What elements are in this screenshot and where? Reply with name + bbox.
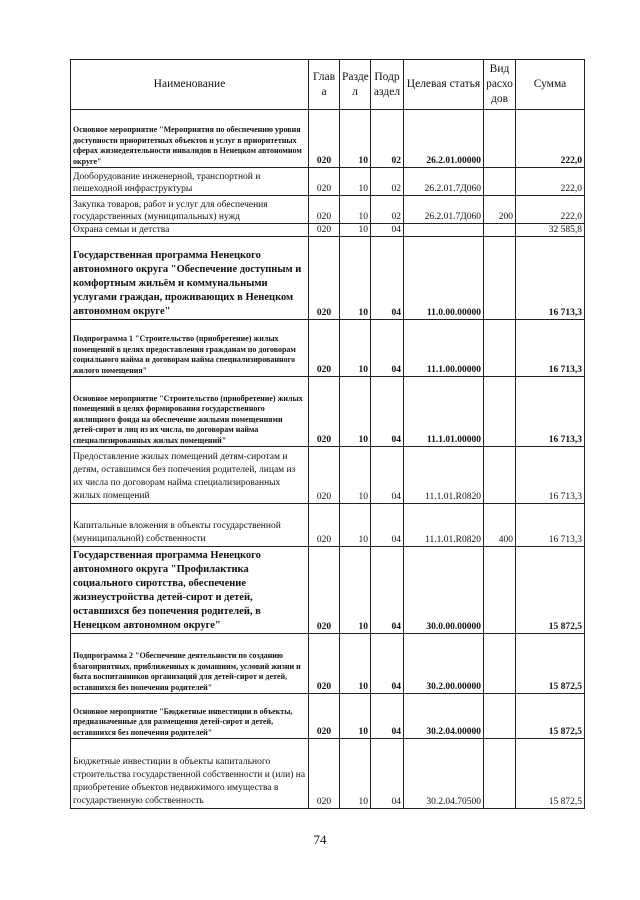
table-header-row <box>71 60 585 110</box>
table-row <box>71 634 585 694</box>
row-target-article: 26.2.01.7Д060 <box>404 196 484 224</box>
row-glava: 020 <box>309 196 340 224</box>
row-expense-type <box>484 547 516 634</box>
row-podrazdel: 04 <box>371 447 404 504</box>
row-sum: 15 872,5 <box>516 547 585 634</box>
row-razdel: 10 <box>340 320 371 377</box>
row-target-article: 11.1.01.R0820 <box>404 504 484 547</box>
row-podrazdel: 04 <box>371 694 404 739</box>
table-row <box>71 504 585 547</box>
row-razdel: 10 <box>340 237 371 320</box>
row-podrazdel: 04 <box>371 224 404 237</box>
row-expense-type <box>484 237 516 320</box>
row-sum: 222,0 <box>516 168 585 196</box>
row-sum: 15 872,5 <box>516 634 585 694</box>
row-glava: 020 <box>309 447 340 504</box>
row-expense-type <box>484 739 516 809</box>
row-name: Охрана семьи и детства <box>71 224 309 237</box>
header-name: Наименование <box>71 60 309 110</box>
row-glava: 020 <box>309 320 340 377</box>
row-glava: 020 <box>309 237 340 320</box>
row-podrazdel: 04 <box>371 377 404 447</box>
table-row <box>71 224 585 237</box>
row-podrazdel: 04 <box>371 547 404 634</box>
row-expense-type <box>484 694 516 739</box>
table-row <box>71 168 585 196</box>
row-podrazdel: 04 <box>371 237 404 320</box>
row-glava: 020 <box>309 694 340 739</box>
row-razdel: 10 <box>340 224 371 237</box>
row-name: Подпрограмма 1 "Строительство (приобретение) жилых помещений в целях предоставления гражданам по договорам социального найма и договорам найма специализированного жилого помещения" <box>71 320 309 377</box>
row-podrazdel: 02 <box>371 196 404 224</box>
row-podrazdel: 04 <box>371 634 404 694</box>
row-razdel: 10 <box>340 377 371 447</box>
row-target-article: 30.0.00.00000 <box>404 547 484 634</box>
row-razdel: 10 <box>340 110 371 168</box>
row-name: Бюджетные инвестиции в объекты капитального строительства государственной собственности и (или) на приобретение объектов недвижимого имущества в государственную собственность <box>71 739 309 809</box>
row-podrazdel: 04 <box>371 739 404 809</box>
budget-table <box>70 59 585 809</box>
row-expense-type <box>484 377 516 447</box>
table-row <box>71 196 585 224</box>
row-razdel: 10 <box>340 196 371 224</box>
row-expense-type: 200 <box>484 196 516 224</box>
row-glava: 020 <box>309 504 340 547</box>
table-row <box>71 739 585 809</box>
row-razdel: 10 <box>340 168 371 196</box>
page-number: 74 <box>313 832 327 847</box>
row-target-article: 11.1.01.00000 <box>404 377 484 447</box>
table-row <box>71 110 585 168</box>
row-name: Основное мероприятие "Мероприятия по обеспечению уровня доступности приоритетных объектов и услуг в приоритетных сферах жизнедеятельности инвалидов в Ненецком автономном округе" <box>71 110 309 168</box>
row-glava: 020 <box>309 110 340 168</box>
row-name: Дооборудование инженерной, транспортной и пешеходной инфраструктуры <box>71 168 309 196</box>
row-target-article: 30.2.04.70500 <box>404 739 484 809</box>
header-expense-type: Вид расхо дов <box>484 60 516 110</box>
row-expense-type <box>484 447 516 504</box>
row-glava: 020 <box>309 168 340 196</box>
row-sum: 16 713,3 <box>516 504 585 547</box>
row-name: Закупка товаров, работ и услуг для обеспечения государственных (муниципальных) нужд <box>71 196 309 224</box>
row-glava: 020 <box>309 739 340 809</box>
row-expense-type <box>484 320 516 377</box>
row-razdel: 10 <box>340 504 371 547</box>
row-sum: 16 713,3 <box>516 320 585 377</box>
row-podrazdel: 04 <box>371 320 404 377</box>
row-podrazdel: 02 <box>371 168 404 196</box>
row-name: Государственная программа Ненецкого автономного округа "Профилактика социального сиротства, обеспечение жизнеустройства детей-сирот и детей, оставшихся без попечения родителей, в Ненецком автономном округе" <box>71 547 309 634</box>
row-glava: 020 <box>309 377 340 447</box>
row-sum: 16 713,3 <box>516 377 585 447</box>
header-sum: Сумма <box>516 60 585 110</box>
row-name: Капитальные вложения в объекты государственной (муниципальной) собственности <box>71 504 309 547</box>
row-sum: 16 713,3 <box>516 237 585 320</box>
header-razdel: Разде л <box>340 60 371 110</box>
row-sum: 32 585,8 <box>516 224 585 237</box>
row-glava: 020 <box>309 634 340 694</box>
row-target-article: 11.1.01.R0820 <box>404 447 484 504</box>
row-sum: 222,0 <box>516 110 585 168</box>
row-target-article: 11.0.00.00000 <box>404 237 484 320</box>
row-target-article: 26.2.01.7Д060 <box>404 168 484 196</box>
row-name: Подпрограмма 2 "Обеспечение деятельности по созданию благоприятных, приближенных к домашним, условий жизни и быта воспитанников организаций для детей-сирот и детей, оставшихся без попечения родителей" <box>71 634 309 694</box>
row-sum: 16 713,3 <box>516 447 585 504</box>
row-sum: 222,0 <box>516 196 585 224</box>
row-glava: 020 <box>309 224 340 237</box>
row-target-article: 26.2.01.00000 <box>404 110 484 168</box>
row-expense-type <box>484 168 516 196</box>
row-razdel: 10 <box>340 547 371 634</box>
table-row <box>71 237 585 320</box>
table-row <box>71 320 585 377</box>
row-expense-type <box>484 224 516 237</box>
row-expense-type <box>484 634 516 694</box>
row-target-article <box>404 224 484 237</box>
row-name: Основное мероприятие "Строительство (приобретение) жилых помещений в целях формирования государственного жилищного фонда на обеспечение жилыми помещениями детей-сирот и лиц из их числа, по договорам найма специализированных жилых помещений" <box>71 377 309 447</box>
row-podrazdel: 04 <box>371 504 404 547</box>
header-podrazdel: Подр аздел <box>371 60 404 110</box>
table-row <box>71 694 585 739</box>
table-row <box>71 447 585 504</box>
row-expense-type <box>484 110 516 168</box>
row-expense-type: 400 <box>484 504 516 547</box>
header-glava: Глав а <box>309 60 340 110</box>
row-podrazdel: 02 <box>371 110 404 168</box>
row-razdel: 10 <box>340 447 371 504</box>
row-name: Предоставление жилых помещений детям-сиротам и детям, оставшимся без попечения родителей, лицам из их числа по договорам найма специализированных жилых помещений <box>71 447 309 504</box>
header-target-article: Целевая статья <box>404 60 484 110</box>
row-target-article: 11.1.00.00000 <box>404 320 484 377</box>
row-target-article: 30.2.00.00000 <box>404 634 484 694</box>
table-row <box>71 377 585 447</box>
row-name: Государственная программа Ненецкого автономного округа "Обеспечение доступным и комфортным жильём и коммунальными услугами граждан, проживающих в Ненецком автономном округе" <box>71 237 309 320</box>
row-razdel: 10 <box>340 634 371 694</box>
row-razdel: 10 <box>340 739 371 809</box>
row-name: Основное мероприятие "Бюджетные инвестиции в объекты, предназначенные для размещения детей-сирот и детей, оставшихся без попечения родителей" <box>71 694 309 739</box>
table-row <box>71 547 585 634</box>
row-target-article: 30.2.04.00000 <box>404 694 484 739</box>
row-sum: 15 872,5 <box>516 694 585 739</box>
row-sum: 15 872,5 <box>516 739 585 809</box>
row-glava: 020 <box>309 547 340 634</box>
row-razdel: 10 <box>340 694 371 739</box>
